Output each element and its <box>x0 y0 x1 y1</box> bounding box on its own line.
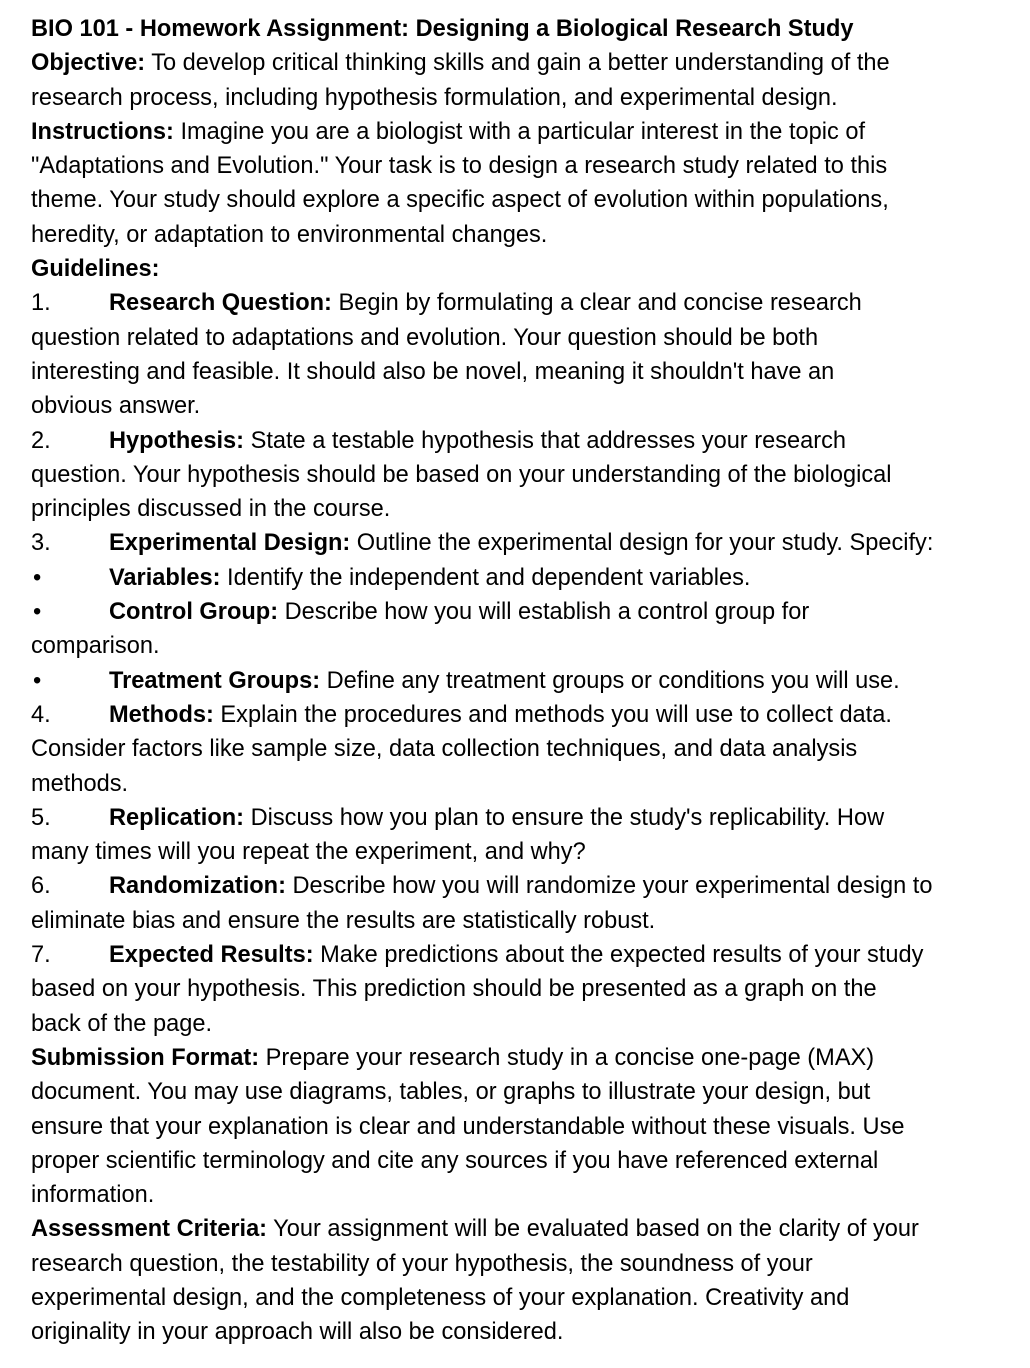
objective-section <box>31 46 1010 115</box>
guidelines-heading: Guidelines: <box>31 256 160 283</box>
bullet-text: Define any treatment groups or conditions you will use. <box>320 667 900 694</box>
guideline-text: Explain the procedures and methods you will use to collect data. <box>213 701 892 728</box>
guideline-text: Consider factors like sample size, data collection techniques, and data analysis <box>31 736 858 763</box>
instructions-text-4: heredity, or adaptation to environmental changes. <box>31 221 548 248</box>
objective-text-2: research process, including hypothesis formulation, and experimental design. <box>31 84 838 111</box>
guideline-label: Research Question: <box>109 290 332 317</box>
submission-text-5: information. <box>31 1182 155 1209</box>
guideline-text: eliminate bias and ensure the results are statistically robust. <box>31 907 656 934</box>
bullet-icon: • <box>33 599 42 626</box>
list-number: 3. <box>31 530 51 557</box>
assessment-text-1: Your assignment will be evaluated based on the clarity of your <box>267 1216 919 1243</box>
guideline-text: question related to adaptations and evolution. Your question should be both <box>31 324 819 351</box>
guideline-item-experimental-design <box>31 526 1010 697</box>
submission-text-1: Prepare your research study in a concise one-page (MAX) <box>259 1044 875 1071</box>
assessment-text-4: originality in your approach will also be considered. <box>31 1319 564 1346</box>
guideline-text: interesting and feasible. It should also be novel, meaning it shouldn't have an <box>31 358 835 385</box>
bullet-text: comparison. <box>31 633 160 660</box>
guideline-text: based on your hypothesis. This prediction should be presented as a graph on the <box>31 976 877 1003</box>
guideline-item-hypothesis <box>31 424 1010 527</box>
document-title: BIO 101 - Homework Assignment: Designing a Biological Research Study <box>31 16 854 42</box>
guideline-text: Describe how you will randomize your experimental design to <box>285 873 933 900</box>
guideline-label: Methods: <box>109 701 214 728</box>
guideline-item-methods <box>31 698 1010 801</box>
guideline-item-replication <box>31 801 1010 870</box>
guideline-item-research-question <box>31 286 1010 423</box>
guideline-text: many times will you repeat the experiment, and why? <box>31 839 586 866</box>
bullet-item-variables <box>31 561 1010 595</box>
list-number: 4. <box>31 701 51 728</box>
guideline-text: Discuss how you plan to ensure the study's replicability. How <box>244 804 885 831</box>
guideline-label: Hypothesis: <box>109 427 245 454</box>
guideline-text: Begin by formulating a clear and concise research <box>331 290 862 317</box>
instructions-label: Instructions: <box>31 118 174 145</box>
bullet-label: Variables: <box>109 564 221 591</box>
submission-text-4: proper scientific terminology and cite any sources if you have referenced external <box>31 1147 879 1174</box>
guideline-text: Outline the experimental design for your study. Specify: <box>350 530 934 557</box>
list-number: 6. <box>31 873 51 900</box>
guideline-text: question. Your hypothesis should be based on your understanding of the biological <box>31 461 892 488</box>
guideline-label: Replication: <box>109 804 245 831</box>
submission-label: Submission Format: <box>31 1044 260 1071</box>
bullet-text: Identify the independent and dependent variables. <box>220 564 751 591</box>
bullet-label: Control Group: <box>109 599 279 626</box>
guideline-text: obvious answer. <box>31 393 201 420</box>
objective-label: Objective: <box>31 50 146 77</box>
list-number: 5. <box>31 804 51 831</box>
bullet-label: Treatment Groups: <box>109 667 321 694</box>
bullet-icon: • <box>33 564 42 591</box>
assessment-text-3: experimental design, and the completeness of your explanation. Creativity and <box>31 1284 850 1311</box>
guideline-label: Randomization: <box>109 873 286 900</box>
guideline-text: principles discussed in the course. <box>31 496 391 523</box>
guideline-text: Make predictions about the expected results of your study <box>313 942 924 969</box>
instructions-section <box>31 115 1010 252</box>
instructions-text-2: "Adaptations and Evolution." Your task is to design a research study related to this <box>31 153 888 180</box>
list-number: 7. <box>31 942 51 969</box>
assessment-text-2: research question, the testability of your hypothesis, the soundness of your <box>31 1250 813 1277</box>
assessment-label: Assessment Criteria: <box>31 1216 268 1243</box>
bullet-item-control-group <box>31 595 1010 629</box>
guideline-label: Expected Results: <box>109 942 314 969</box>
list-number: 1. <box>31 290 51 317</box>
guideline-item-expected-results <box>31 938 1010 1041</box>
objective-text-1: To develop critical thinking skills and gain a better understanding of the <box>145 50 890 77</box>
submission-section <box>31 1041 1010 1212</box>
instructions-text-3: theme. Your study should explore a specific aspect of evolution within populations, <box>31 187 889 214</box>
bullet-text: Describe how you will establish a control group for <box>278 599 810 626</box>
guideline-item-randomization <box>31 869 1010 938</box>
list-number: 2. <box>31 427 51 454</box>
guideline-text: methods. <box>31 770 129 797</box>
instructions-text-1: Imagine you are a biologist with a particular interest in the topic of <box>173 118 866 145</box>
bullet-icon: • <box>33 667 42 694</box>
assessment-section <box>31 1212 1010 1349</box>
bullet-item-treatment-groups <box>31 664 1010 698</box>
submission-text-3: ensure that your explanation is clear and understandable without these visuals. Use <box>31 1113 905 1140</box>
guideline-label: Experimental Design: <box>109 530 351 557</box>
guideline-text: State a testable hypothesis that addresses your research <box>244 427 847 454</box>
guideline-text: back of the page. <box>31 1010 213 1037</box>
submission-text-2: document. You may use diagrams, tables, or graphs to illustrate your design, but <box>31 1079 871 1106</box>
